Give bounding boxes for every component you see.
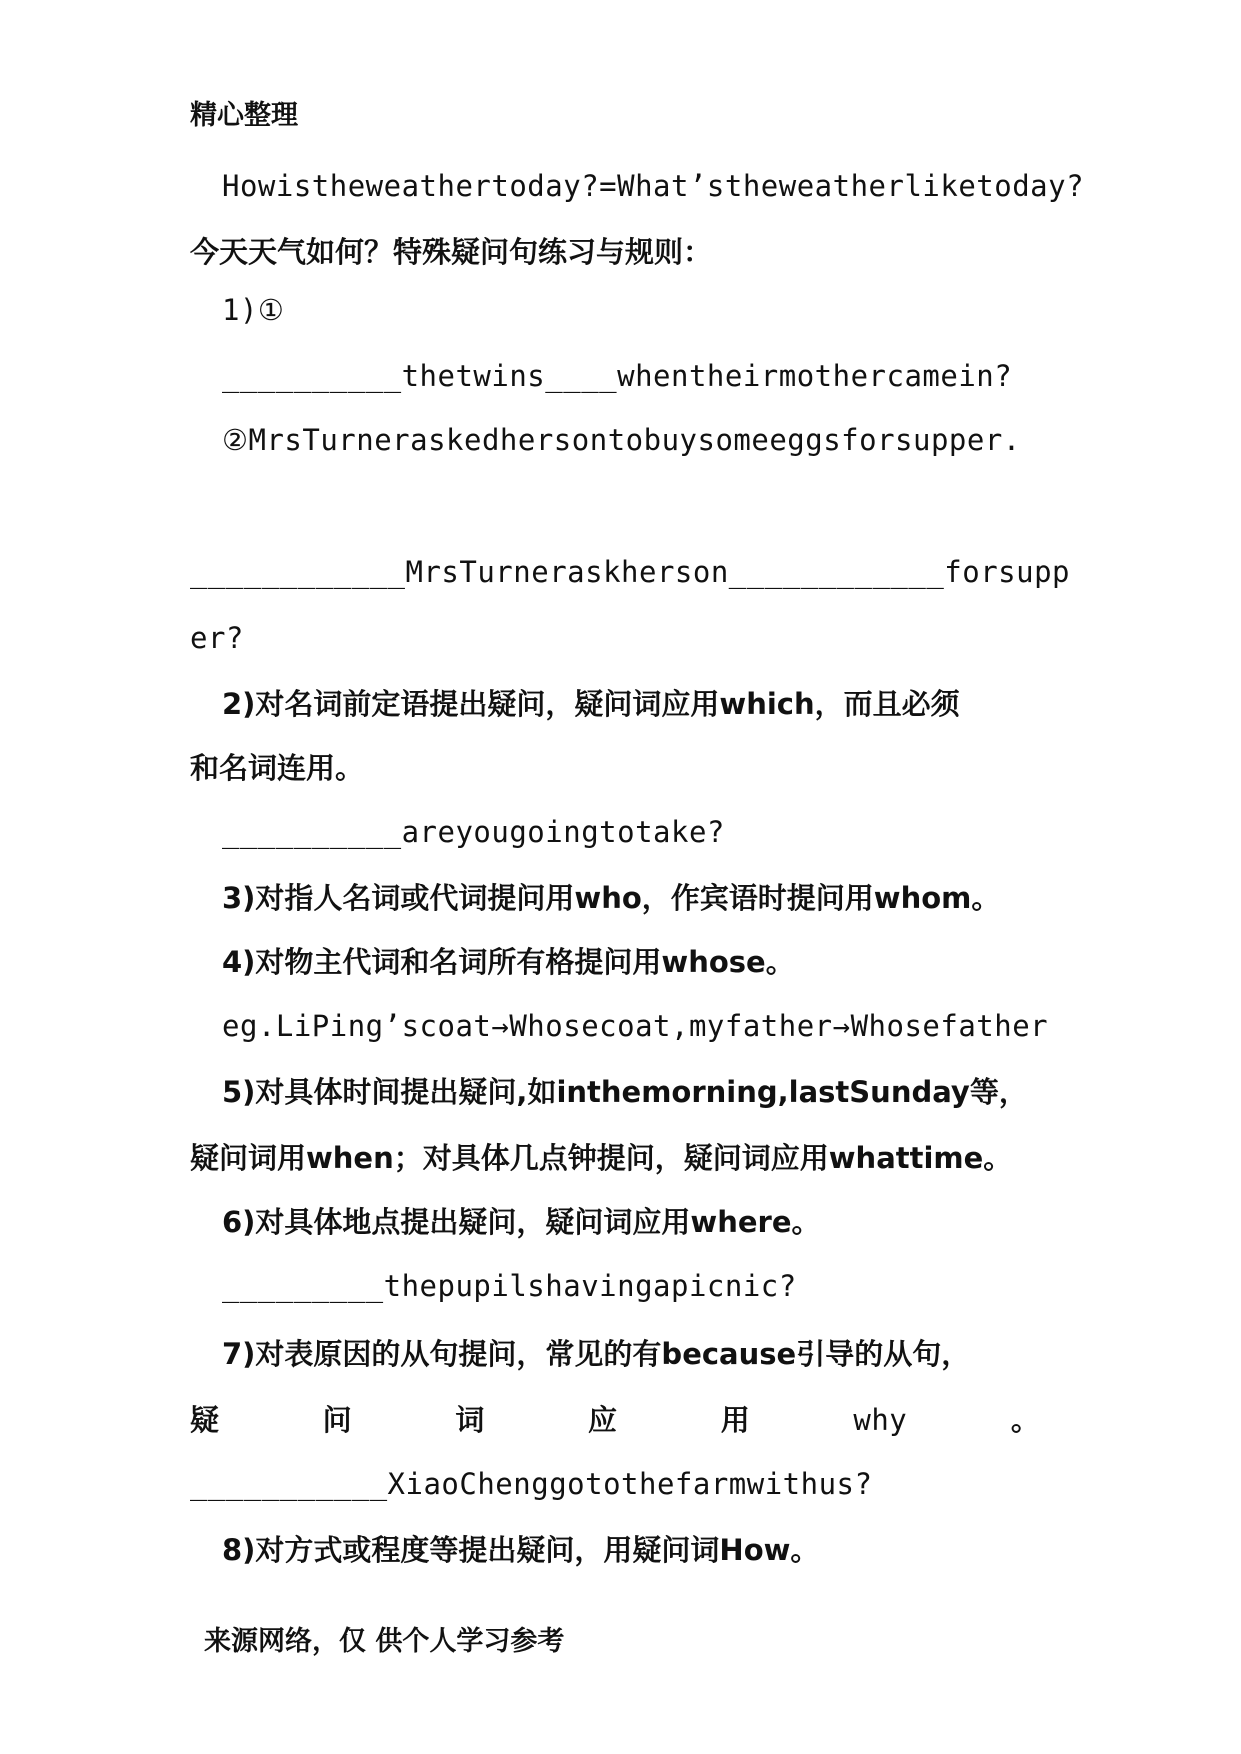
exercise-blank-line: __________thetwins____whentheirmothercamein? — [222, 359, 1013, 393]
text-token: 疑 — [190, 1403, 220, 1437]
rule-text: 5)对具体时间提出疑问,如inthemorning,lastSunday等， — [222, 1075, 1028, 1109]
text-line: Howistheweathertoday?=What’stheweatherliketoday? — [222, 169, 1085, 203]
text-token: why — [853, 1403, 908, 1437]
exercise-blank-line: _________thepupilshavingapicnic? — [222, 1269, 797, 1303]
section-heading: 今天天气如何？特殊疑问句练习与规则： — [190, 235, 713, 269]
text-token: 用 — [720, 1403, 750, 1437]
page-header: 精心整理 — [190, 100, 298, 131]
example-line: eg.LiPing’scoat→Whosecoat,myfather→Whosefather — [222, 1009, 1049, 1043]
rule-text: 7)对表原因的从句提问，常见的有because引导的从句， — [222, 1337, 971, 1371]
rule-text: 疑问词用when；对具体几点钟提问，疑问词应用whattime。 — [190, 1141, 1013, 1175]
text-line: 1)① — [222, 293, 285, 327]
rule-text: 3)对指人名词或代词提问用who，作宾语时提问用whom。 — [222, 881, 1001, 915]
page-footer: 来源网络，仅 供个人学习参考 — [204, 1626, 565, 1657]
text-line: ②MrsTurneraskedhersontobuysomeeggsforsupper. — [222, 423, 1021, 457]
text-line: er? — [190, 621, 244, 655]
text-token: 。 — [1010, 1403, 1040, 1437]
rule-text: 4)对物主代词和名词所有格提问用whose。 — [222, 945, 795, 979]
rule-text: 2)对名词前定语提出疑问，疑问词应用which，而且必须 — [222, 687, 960, 721]
text-token: 问 — [322, 1403, 352, 1437]
exercise-blank-line: __________areyougoingtotake? — [222, 815, 725, 849]
text-token: 应 — [588, 1403, 618, 1437]
rule-text: 6)对具体地点提出疑问，疑问词应用where。 — [222, 1205, 821, 1239]
text-token: 词 — [455, 1403, 485, 1437]
rule-text: 和名词连用。 — [190, 751, 365, 785]
exercise-blank-line: ____________MrsTurneraskherson____________forsupp — [190, 555, 1071, 589]
justified-rule-line — [190, 1400, 1040, 1440]
exercise-blank-line: ___________XiaoChenggotothefarmwithus? — [190, 1467, 873, 1501]
rule-text: 8)对方式或程度等提出疑问，用疑问词How。 — [222, 1533, 820, 1567]
